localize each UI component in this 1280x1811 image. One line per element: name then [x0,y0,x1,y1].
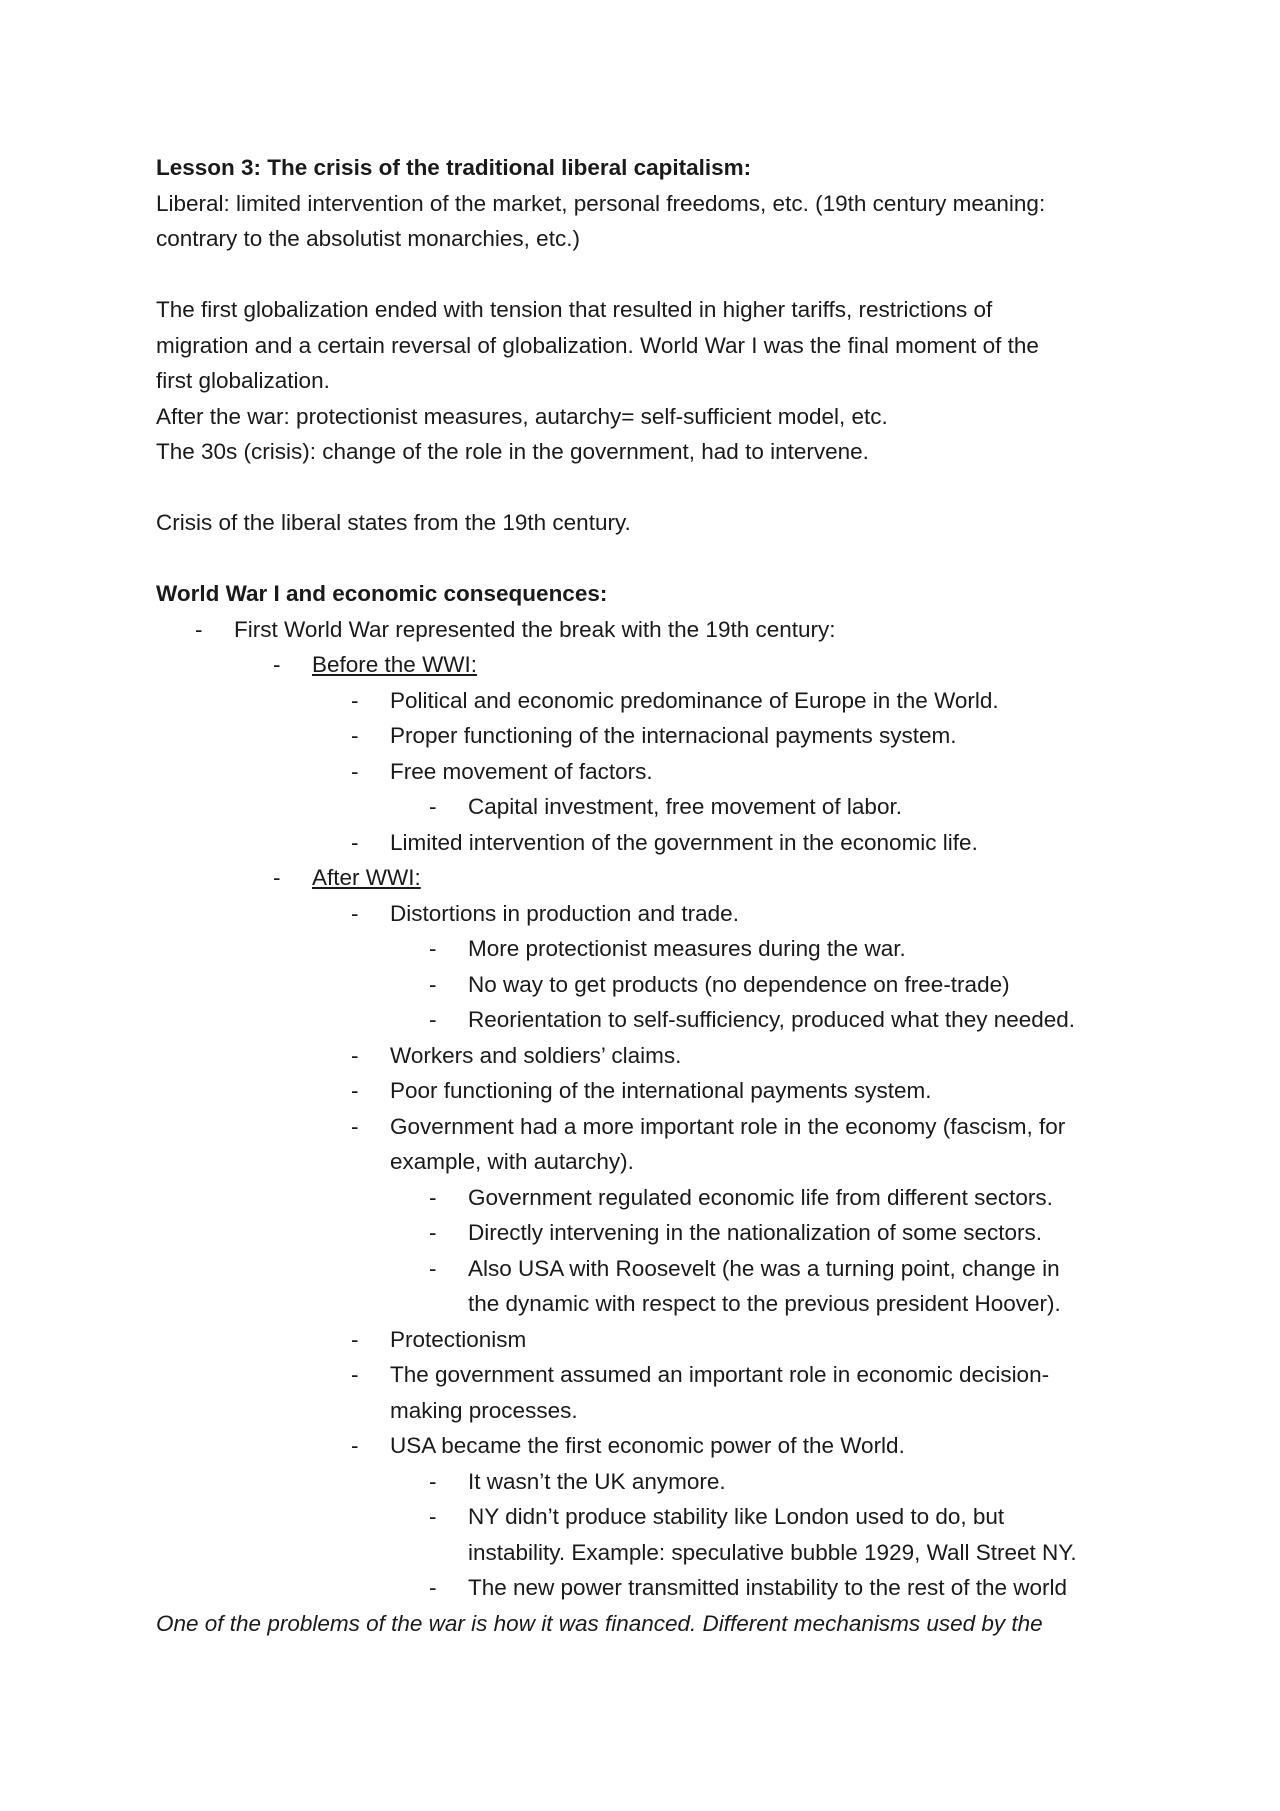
bullet-dash: - [351,1042,359,1068]
list-item [156,612,1136,648]
blank-line [156,470,1136,506]
list-item-text: Free movement of factors. [390,758,653,784]
bullet-dash: - [429,794,437,819]
list-item-text: Proper functioning of the internacional payments system. [390,723,957,748]
list-item [156,1215,1136,1251]
bullet-dash: - [273,865,281,890]
intro-line-2: contrary to the absolutist monarchies, etc.) [156,226,580,251]
list-item [156,1322,1136,1358]
para1-line-5: The 30s (crisis): change of the role in the government, had to intervene. [156,439,869,464]
list-item-text: Poor functioning of the international payments system. [390,1078,932,1103]
list-item [156,1251,1136,1322]
bullet-dash: - [351,829,359,855]
list-item-text: The government assumed an important role in economic decision- [390,1362,1050,1387]
list-item-text: Protectionism [390,1326,527,1352]
bullet-dash: - [351,758,359,784]
intro-line-1: Liberal: limited intervention of the market, personal freedoms, etc. (19th century meaning: [156,190,1046,216]
list-item [156,683,1136,719]
list-item [156,718,1136,754]
bullet-dash: - [351,900,359,926]
bullet-dash: - [351,1113,359,1139]
before-wwi-label: Before the WWI: [312,652,478,677]
list-item-text: No way to get products (no dependence on free-trade) [468,971,1010,997]
list-item-text: More protectionist measures during the war. [468,936,906,961]
list-item-text-continued: the dynamic with respect to the previous president Hoover). [468,1291,1061,1316]
list-item [156,1180,1136,1216]
list-item [156,647,1136,683]
list-item [156,825,1136,861]
bullet-dash: - [273,652,281,677]
bullet-dash: - [429,1007,437,1032]
para1-line-3: first globalization. [156,368,330,393]
list-item [156,1499,1136,1570]
section-heading: World War I and economic consequences: [156,581,608,606]
list-item-text: NY didn’t produce stability like London used to do, but [468,1504,1005,1529]
list-item [156,1109,1136,1180]
bullet-dash: - [351,723,359,748]
list-item-text: Also USA with Roosevelt (he was a turning point, change in [468,1255,1060,1281]
list-item [156,931,1136,967]
bullet-dash: - [429,1468,437,1494]
list-item-text: Workers and soldiers’ claims. [390,1042,682,1068]
list-item-text: First World War represented the break with the 19th century: [234,616,836,642]
list-item-text-continued: instability. Example: speculative bubble 1929, Wall Street NY. [468,1539,1077,1565]
list-item-text: Directly intervening in the nationalization of some sectors. [468,1220,1043,1245]
bullet-dash: - [429,1575,437,1600]
list-item [156,967,1136,1003]
bullet-dash: - [429,936,437,961]
list-item [156,1073,1136,1109]
para1-line-2: migration and a certain reversal of globalization. World War I was the final moment of the [156,332,1039,358]
blank-line [156,541,1136,577]
bullet-dash: - [429,1255,437,1281]
bullet-dash: - [351,1078,359,1103]
para1-line-4: After the war: protectionist measures, autarchy= self-sufficient model, etc. [156,403,888,429]
bullet-dash: - [351,1433,359,1458]
list-item-text: Reorientation to self-sufficiency, produced what they needed. [468,1007,1076,1032]
list-item [156,1570,1136,1606]
list-item [156,896,1136,932]
bullet-dash: - [429,971,437,997]
after-wwi-label: After WWI: [312,865,421,890]
list-item-text: The new power transmitted instability to the rest of the world [468,1575,1068,1600]
document-page [156,150,1136,1641]
list-item [156,1428,1136,1464]
list-item-text: Government regulated economic life from different sectors. [468,1184,1053,1210]
para1-line-1: The first globalization ended with tension that resulted in higher tariffs, restrictions of [156,297,993,322]
list-item [156,860,1136,896]
bullet-dash: - [351,1362,359,1387]
list-item-text: Political and economic predominance of Europe in the World. [390,687,999,713]
list-item [156,754,1136,790]
list-item [156,1464,1136,1500]
list-item-text: Government had a more important role in the economy (fascism, for [390,1113,1066,1139]
list-item-text-continued: example, with autarchy). [390,1149,634,1174]
closing-paragraph: One of the problems of the war is how it was financed. Different mechanisms used by the [156,1610,1043,1636]
list-item [156,1357,1136,1428]
bullet-dash: - [429,1504,437,1529]
bullet-dash: - [351,1326,359,1352]
list-item-text: It wasn’t the UK anymore. [468,1468,726,1494]
list-item [156,789,1136,825]
lesson-title: Lesson 3: The crisis of the traditional liberal capitalism: [156,155,752,180]
list-item [156,1002,1136,1038]
list-item-text-continued: making processes. [390,1397,578,1423]
bullet-dash: - [195,616,203,642]
bullet-dash: - [429,1184,437,1210]
para2: Crisis of the liberal states from the 19th century. [156,510,631,535]
list-item-text: USA became the first economic power of the World. [390,1433,905,1458]
blank-line [156,257,1136,293]
list-item-text: Capital investment, free movement of labor. [468,794,902,819]
bullet-dash: - [429,1220,437,1245]
list-item-text: Distortions in production and trade. [390,900,739,926]
list-item [156,1038,1136,1074]
list-item-text: Limited intervention of the government in the economic life. [390,829,978,855]
bullet-dash: - [351,687,359,713]
